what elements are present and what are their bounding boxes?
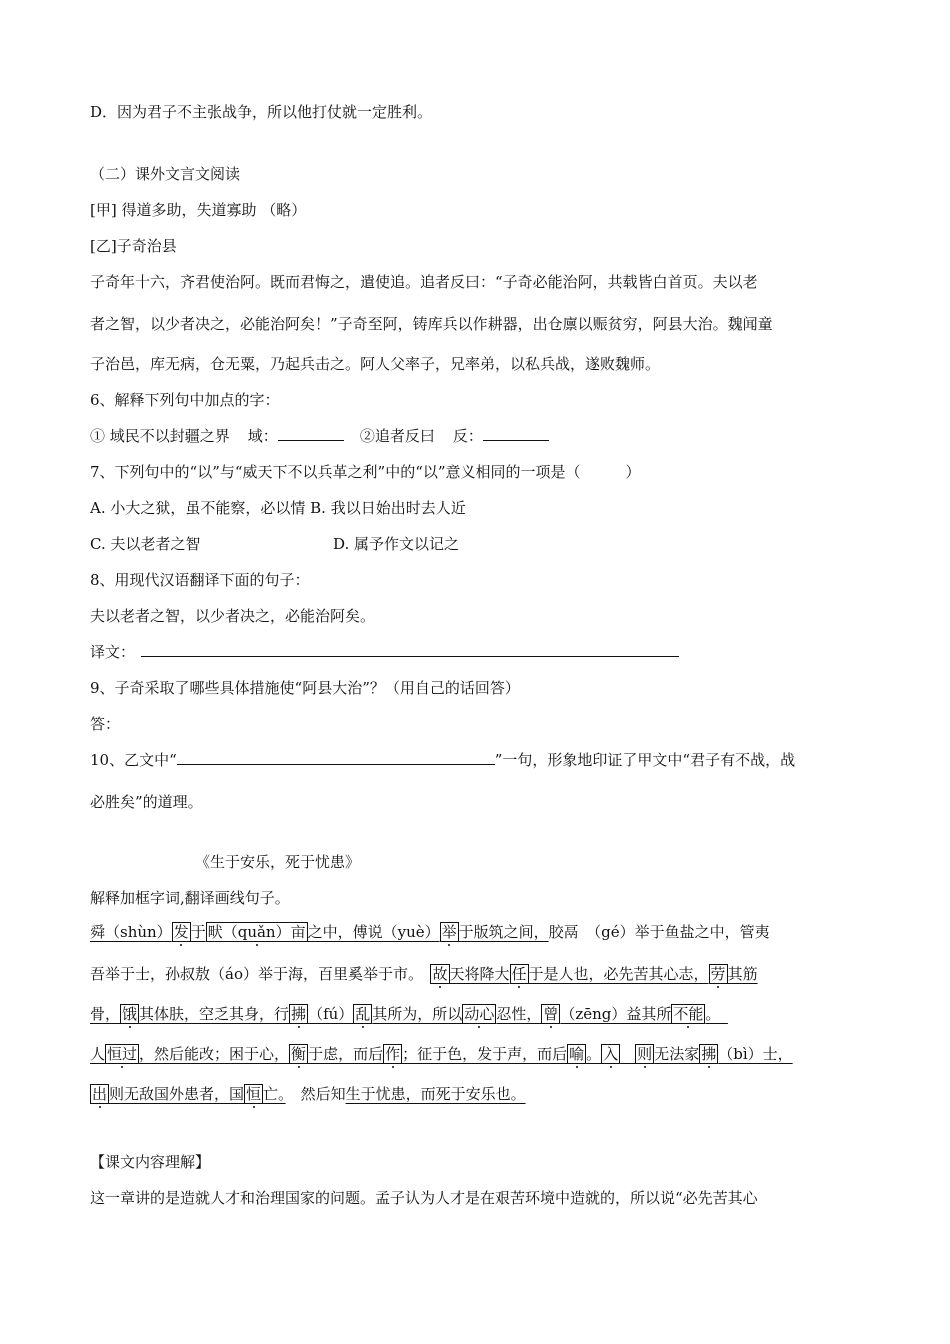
underlined-text: ，然后能改；困于心，	[139, 1045, 290, 1063]
yi-text-line: 子治邑，库无病，仓无粟，乃起兵击之。阿人父率子，兄率弟，以私兵战，遂败魏师。	[90, 355, 661, 373]
passage-text: 吾举于士，孙叔敖（áo）举于海，百里奚举于市。	[90, 965, 431, 983]
q5-option-d: D．因为君子不主张战争，所以他打仗就一定胜利。	[90, 103, 433, 121]
underlined-text: 其体肤，空乏其身，行	[139, 1005, 290, 1023]
underlined-text: 其筋	[727, 965, 758, 983]
underlined-text	[620, 1045, 635, 1063]
underlined-text: 无法家	[654, 1045, 700, 1063]
understanding-heading: 【课文内容理解】	[90, 1153, 211, 1171]
q6-stem: 6、解释下列句中加点的字：	[90, 391, 280, 409]
boxed-word: 则	[637, 1045, 653, 1063]
understanding-text: 这一章讲的是造就人才和治理国家的问题。孟子认为人才是在艰苦环境中造就的，所以说“必先苦其心	[90, 1189, 758, 1207]
underlined-text: 舜（shùn）	[90, 923, 172, 941]
boxed-word: 畎（quǎn）亩	[207, 923, 306, 941]
underlined-text: 生于忧患，而死于安乐也。	[345, 1085, 526, 1103]
underlined-text: 于虑，而后	[308, 1045, 384, 1063]
q9-stem: 9、子奇采取了哪些具体措施使“阿县大治”？（用自己的话回答）	[90, 679, 520, 697]
q10-line1: 10、乙文中“ ”一句，形象地印证了甲文中“君子有不战，战	[90, 751, 796, 769]
passage2-line	[90, 1084, 526, 1104]
underlined-text: 人	[90, 1045, 106, 1063]
q7-options-ab	[90, 498, 466, 518]
passage2-line	[90, 1004, 728, 1024]
underlined-text: 于是人也，必先苦其心志，	[528, 965, 709, 983]
passage-text: 然后知	[285, 1085, 346, 1103]
boxed-word: 故	[432, 965, 448, 983]
q7-option-d: D. 属予作文以记之	[333, 535, 460, 553]
boxed-word: 喻	[569, 1045, 585, 1063]
underlined-text: 之中，傅说（yuè）	[307, 923, 440, 941]
q8-sentence: 夫以老者之智，以少者决之，必能治阿矣。	[90, 607, 376, 625]
jia-title: [甲] 得道多助，失道寡助 （略）	[90, 201, 307, 219]
underlined-text: （bì）士，	[718, 1045, 793, 1063]
boxed-word: 恒	[246, 1085, 262, 1103]
boxed-word: 饿	[122, 1005, 138, 1023]
underlined-text: 。	[705, 1005, 728, 1023]
q6-item2-blank[interactable]	[483, 426, 549, 441]
q7-stem: 7、下列句中的“以”与“威天下不以兵革之利”中的“以”意义相同的一项是（ ）	[90, 463, 641, 481]
boxed-word: 劳	[710, 965, 726, 983]
boxed-word: 发	[173, 923, 189, 941]
q8-answer-row	[90, 642, 679, 662]
underlined-text: 于	[190, 923, 206, 941]
underlined-text: 天将降大	[449, 965, 510, 983]
yi-text-line: 子奇年十六，齐君使治阿。既而君悔之，遣使追。追者反曰：“子奇必能治阿，共载皆白首页。夫以老	[90, 273, 758, 291]
passage2-title: 《生于安乐，死于忧患》	[195, 853, 361, 871]
passage2-line	[90, 922, 770, 942]
boxed-word: 曾	[543, 1005, 559, 1023]
underlined-text: 于版筑之间，	[458, 923, 549, 941]
q8-stem: 8、用现代汉语翻译下面的句子：	[90, 571, 310, 589]
q7-option-a: A. 小大之狱，虽不能察，必以情	[90, 499, 306, 517]
underlined-text: 亡。	[263, 1085, 286, 1103]
q6-item2-context: 追者反曰	[374, 427, 435, 445]
yi-text-line: 者之智，以少者决之，必能治阿矣！”子奇至阿，铸库兵以作耕器，出仓廪以赈贫穷，阿县大治。魏闻童	[90, 315, 773, 333]
underlined-text: 骨，	[90, 1005, 121, 1023]
underlined-text: 忍性，	[496, 1005, 542, 1023]
underlined-text: 则无敌国外患者，国	[109, 1085, 245, 1103]
passage-text: 胶鬲 （gé）举于鱼盐之中，管夷	[548, 923, 770, 941]
section-title: （二）课外文言文阅读	[90, 165, 241, 183]
q6-item2-key: 反：	[452, 427, 483, 445]
boxed-word: 举	[441, 923, 457, 941]
boxed-word: 入	[603, 1045, 619, 1063]
boxed-word: 动心	[464, 1005, 495, 1023]
q6-item1-context: 域民不以封疆之界	[109, 427, 230, 445]
q10-blank[interactable]	[177, 750, 495, 765]
q10-line2: 必胜矣”的道理。	[90, 793, 203, 811]
passage2-line	[90, 964, 758, 984]
underlined-text: 。	[586, 1045, 602, 1063]
q6-item1-key: 域：	[247, 427, 278, 445]
boxed-word: 恒过	[107, 1045, 138, 1063]
boxed-word: 乱	[355, 1005, 371, 1023]
boxed-word: 衡	[291, 1045, 307, 1063]
q8-answer-label: 译文：	[90, 643, 136, 661]
passage2-instruction: 解释加框字词,翻译画线句子。	[90, 889, 290, 907]
q6-item1-blank[interactable]	[278, 426, 344, 441]
underlined-text: （fú）	[308, 1005, 354, 1023]
boxed-word: 出	[92, 1085, 108, 1103]
boxed-word: 任	[511, 965, 527, 983]
boxed-word: 不能	[673, 1005, 704, 1023]
underlined-text: （zēng）益其所	[560, 1005, 672, 1023]
q7-option-c: C. 夫以老者之智	[90, 535, 201, 553]
underlined-text: ；征于色，发于声，而后	[402, 1045, 568, 1063]
underlined-text: 其所为，所以	[372, 1005, 463, 1023]
q6-items: ① 域民不以封疆之界 域： ②追者反曰 反：	[90, 426, 549, 446]
yi-title: [乙]子奇治县	[90, 237, 177, 255]
q8-answer-line[interactable]	[141, 642, 679, 657]
q9-answer-label: 答：	[90, 715, 121, 733]
q7-option-b: B. 我以日始出时去人近	[310, 499, 466, 517]
passage2-line	[90, 1044, 793, 1064]
boxed-word: 作	[385, 1045, 401, 1063]
boxed-word: 拂	[291, 1005, 307, 1023]
boxed-word: 拂	[701, 1045, 717, 1063]
